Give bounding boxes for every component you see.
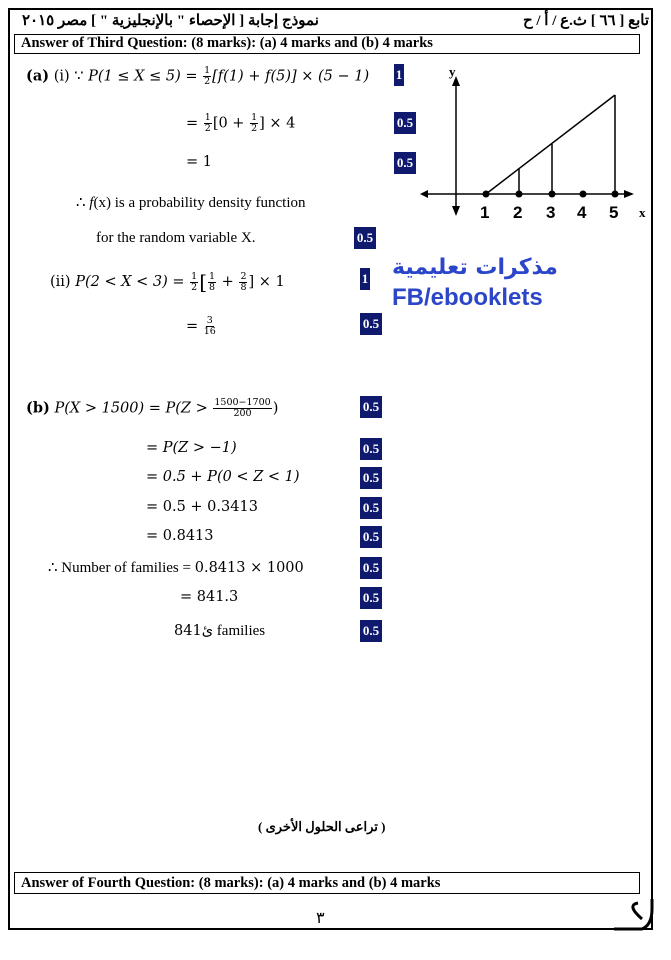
fourth-question-title: Answer of Fourth Question: (8 marks): (a) 4 marks and (b) 4 marks <box>14 872 640 894</box>
tick-label: 2 <box>513 203 523 222</box>
part-a-conclusion: ∴ f(x) is a probability density function <box>76 195 306 211</box>
y-axis-label: y <box>449 64 456 79</box>
part-a-ii-line: (ii) P(2 < X < 3) = $\frac{1}{2}$ [ $\frac{1}{8}$ + $\frac{2}{8}$ ] × 1 <box>50 270 285 294</box>
part-a-ii-result: = $\frac{3}{16}$ <box>186 315 216 337</box>
mark-badge: 1 <box>360 268 370 290</box>
mark-badge: 0.5 <box>360 497 382 519</box>
tick-label: 4 <box>577 203 587 222</box>
tick-dot <box>612 191 619 198</box>
mark-badge: 0.5 <box>394 112 416 134</box>
part-b-line-4: = 0.5 + 0.3413 <box>146 499 258 515</box>
x-axis-arrow <box>624 190 634 198</box>
mark-badge: 0.5 <box>360 396 382 418</box>
tick-dot <box>549 191 556 198</box>
part-b-line-5: = 0.8413 <box>146 528 214 544</box>
mark-badge: 0.5 <box>360 313 382 335</box>
part-a-line-1-rhs: [f(1) + f(5)] × (5 − 1) <box>212 68 370 85</box>
mark-badge: 0.5 <box>360 557 382 579</box>
tick-label: 5 <box>609 203 619 222</box>
mark-badge: 1 <box>394 64 404 86</box>
part-b-families-line: ∴ Number of families = 0.8413 × 1000 <box>48 560 304 576</box>
part-b-line-2: = P(Z > −1) <box>146 440 237 456</box>
header-right: تابع [ ٦٦ ] ث.ع / أ / ح <box>522 13 649 29</box>
tick-dot <box>580 191 587 198</box>
because-symbol: ∵ <box>74 68 84 85</box>
tick-dot <box>483 191 490 198</box>
x-axis-label: x <box>639 205 646 220</box>
tick-label: 3 <box>546 203 556 222</box>
part-b-line-3: = 0.5 + P(0 < Z < 1) <box>146 469 300 485</box>
watermark-english: FB/ebooklets <box>392 284 543 311</box>
part-a-line-2: = $\frac{1}{2}$ [0 + $\frac{1}{2}$ ] × 4 <box>186 112 296 134</box>
tick-label: 1 <box>480 203 490 222</box>
part-b-line-1: (b) P(X > 1500) = P(Z > $\frac{1500-1700}{200}$ ) <box>26 397 279 419</box>
mark-badge: 0.5 <box>360 620 382 642</box>
header-left: نموذج إجابة [ الإحصاء " بالإنجليزية " ] مصر ٢٠١٥ <box>22 13 319 29</box>
mark-badge: 0.5 <box>360 438 382 460</box>
mark-badge: 0.5 <box>360 467 382 489</box>
watermark-arabic: مذكرات تعليمية <box>392 255 558 280</box>
page-corner-fold <box>612 897 654 931</box>
density-line <box>486 95 615 194</box>
mark-badge: 0.5 <box>360 587 382 609</box>
part-a-line-3: = 1 <box>186 154 212 170</box>
third-question-title: Answer of Third Question: (8 marks): (a) 4 marks and (b) 4 marks <box>14 34 640 54</box>
sub-i-label: (i) <box>53 68 70 85</box>
mark-badge: 0.5 <box>394 152 416 174</box>
part-b-line-7: = 841.3 <box>180 589 239 605</box>
other-solutions-note: ( تراعى الحلول الأخرى ) <box>258 819 386 834</box>
page-number: ٣ <box>316 910 325 927</box>
fraction-half: $\frac{1}{2}$ <box>204 65 211 87</box>
part-b-line-8: 841ئ families <box>174 623 266 639</box>
tick-dot <box>516 191 523 198</box>
part-a-label: (a) <box>26 67 50 85</box>
density-graph <box>420 62 655 222</box>
part-a-conclusion-2: for the random variable X. <box>96 230 256 246</box>
part-a-line-1-lhs: P(1 ≤ X ≤ 5) = <box>88 68 203 85</box>
part-a-line-1 <box>26 66 369 87</box>
mark-badge: 0.5 <box>360 526 382 548</box>
mark-badge: 0.5 <box>354 227 376 249</box>
